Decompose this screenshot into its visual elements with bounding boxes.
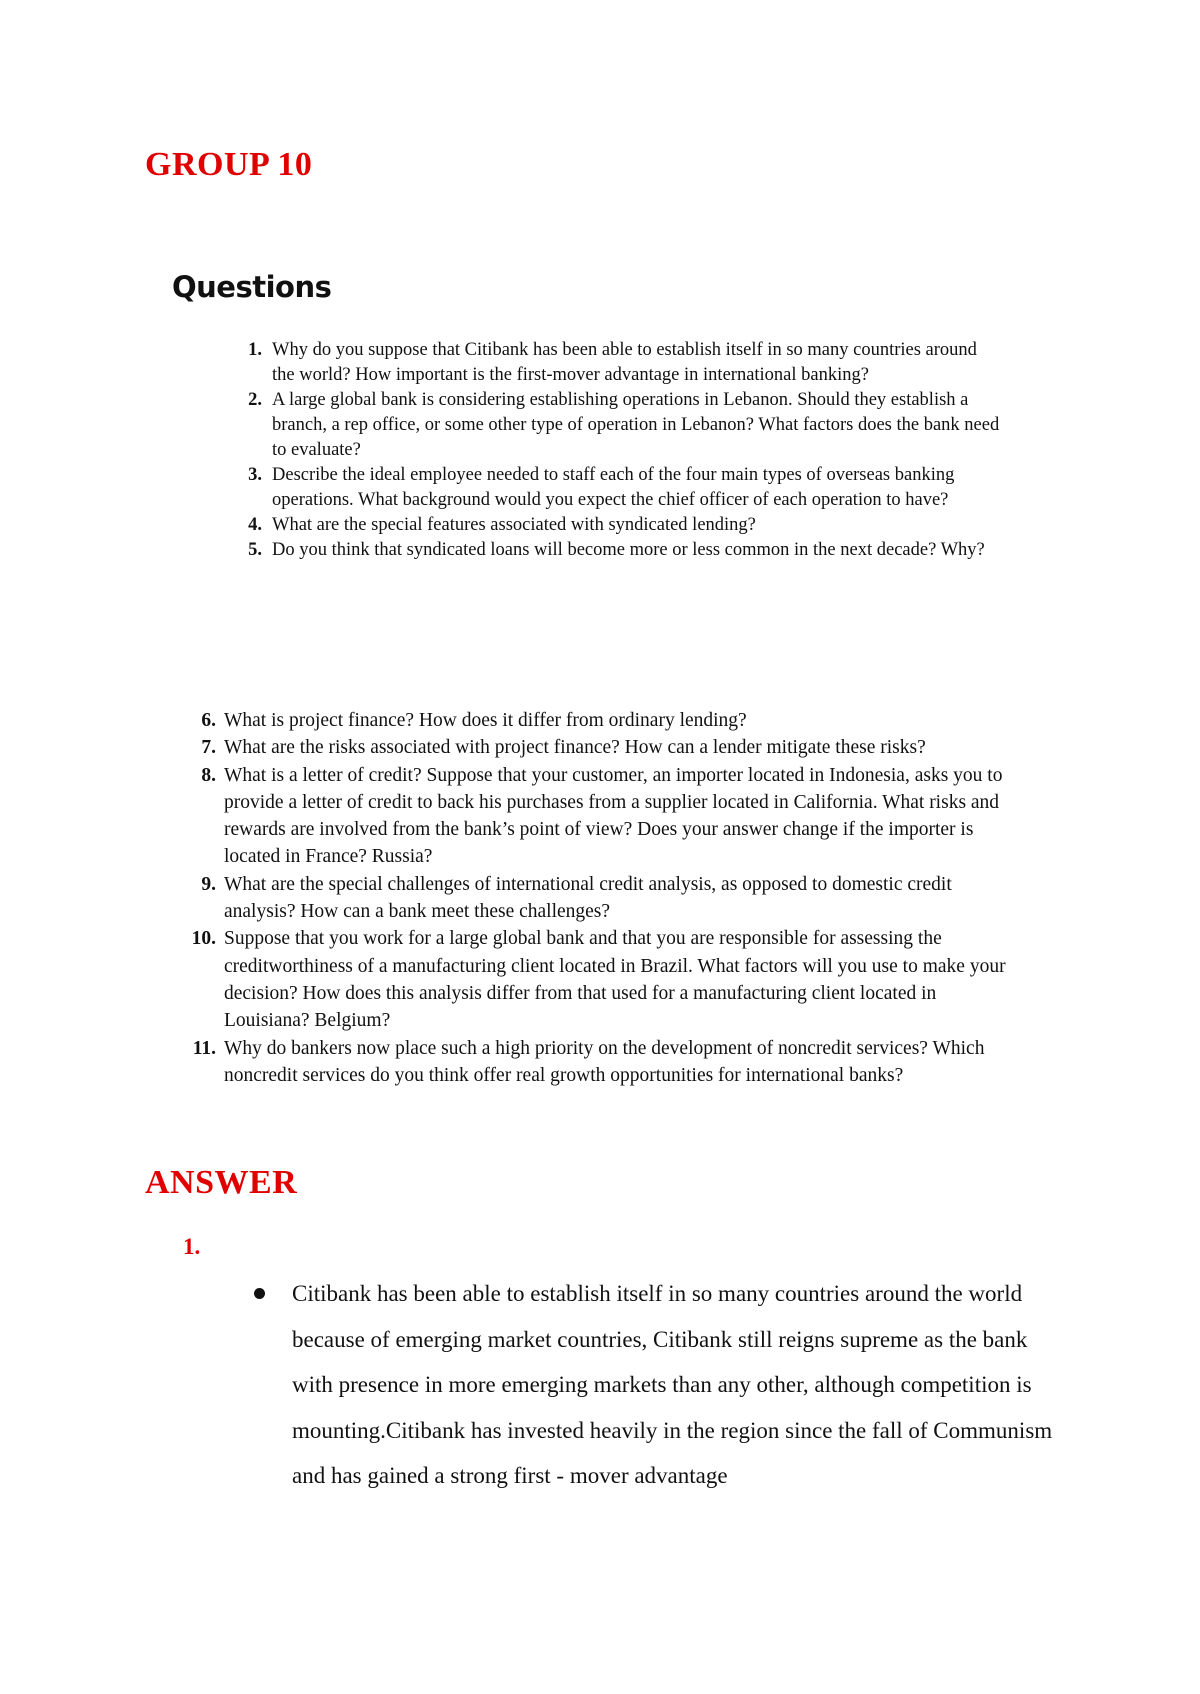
bullet-icon (254, 1288, 265, 1299)
question-item (244, 463, 1000, 513)
answer-bullet-item (292, 1271, 1072, 1499)
question-number: 9. (201, 873, 216, 895)
question-number: 2. (248, 390, 262, 410)
question-number: 11. (192, 1037, 216, 1059)
question-number: 8. (201, 764, 216, 786)
answer-number: 1. (183, 1234, 201, 1259)
question-number: 1. (248, 340, 262, 360)
answer-bullet-list (292, 1271, 1072, 1499)
question-number: 7. (201, 737, 216, 759)
questions-list-part-1 (244, 338, 1000, 563)
question-item (190, 707, 1012, 734)
question-item (190, 1035, 1012, 1090)
question-item (190, 871, 1012, 926)
question-text: What are the special features associated with syndicated lending? (272, 515, 756, 535)
question-item (190, 734, 1012, 761)
question-item (244, 338, 1000, 388)
question-text: Describe the ideal employee needed to staff each of the four main types of overseas banking operations. What background would you expect the chief officer of each operation to have? (272, 465, 955, 510)
question-number: 3. (248, 465, 262, 485)
questions-list-part-2 (190, 707, 1012, 1089)
question-number: 5. (248, 540, 262, 560)
question-text: A large global bank is considering establishing operations in Lebanon. Should they establish a branch, a rep office, or some other type of operation in Lebanon? What factors does the bank need to evaluate? (272, 390, 1000, 460)
question-text: Why do bankers now place such a high priority on the development of noncredit services? Which noncredit services do you think offer real growth opportunities for international banks? (224, 1037, 985, 1086)
answer-text: Citibank has been able to establish itself in so many countries around the world because of emerging market countries, Citibank still reigns supreme as the bank with presence in more emerging markets than any other, although competition is mounting.Citibank has invested heavily in the region since the fall of Communism and has gained a strong first - mover advantage (292, 1281, 1053, 1488)
question-item (244, 388, 1000, 463)
question-text: What is project finance? How does it differ from ordinary lending? (224, 710, 747, 731)
answer-title: ANSWER (145, 1164, 298, 1201)
question-text: Why do you suppose that Citibank has been able to establish itself in so many countries around the world? How important is the first-mover advantage in international banking? (272, 340, 977, 385)
question-text: Do you think that syndicated loans will become more or less common in the next decade? Why? (272, 540, 985, 560)
question-item (190, 762, 1012, 871)
question-text: What are the special challenges of international credit analysis, as opposed to domestic credit analysis? How can a bank meet these challenges? (224, 873, 952, 923)
questions-heading: Questions (172, 270, 332, 304)
group-title: GROUP 10 (145, 146, 313, 183)
question-text: Suppose that you work for a large global bank and that you are responsible for assessing the creditworthiness of a manufacturing client located in Brazil. What factors will you use to make your decision? How does this analysis differ from that used for a manufacturing client located in Louisiana? Belgium? (224, 928, 1006, 1032)
question-number: 6. (201, 710, 216, 731)
question-text: What is a letter of credit? Suppose that your customer, an importer located in Indonesia, asks you to provide a letter of credit to back his purchases from a supplier located in California. What risks and rewards are involved from the bank’s point of view? Does your answer change if the importer is located in France? Russia? (224, 764, 1003, 868)
question-item (244, 513, 1000, 538)
question-number: 10. (191, 928, 216, 950)
question-number: 4. (248, 515, 262, 535)
question-item (190, 925, 1012, 1034)
question-item (244, 538, 1000, 563)
question-text: What are the risks associated with project finance? How can a lender mitigate these risks? (224, 737, 926, 759)
